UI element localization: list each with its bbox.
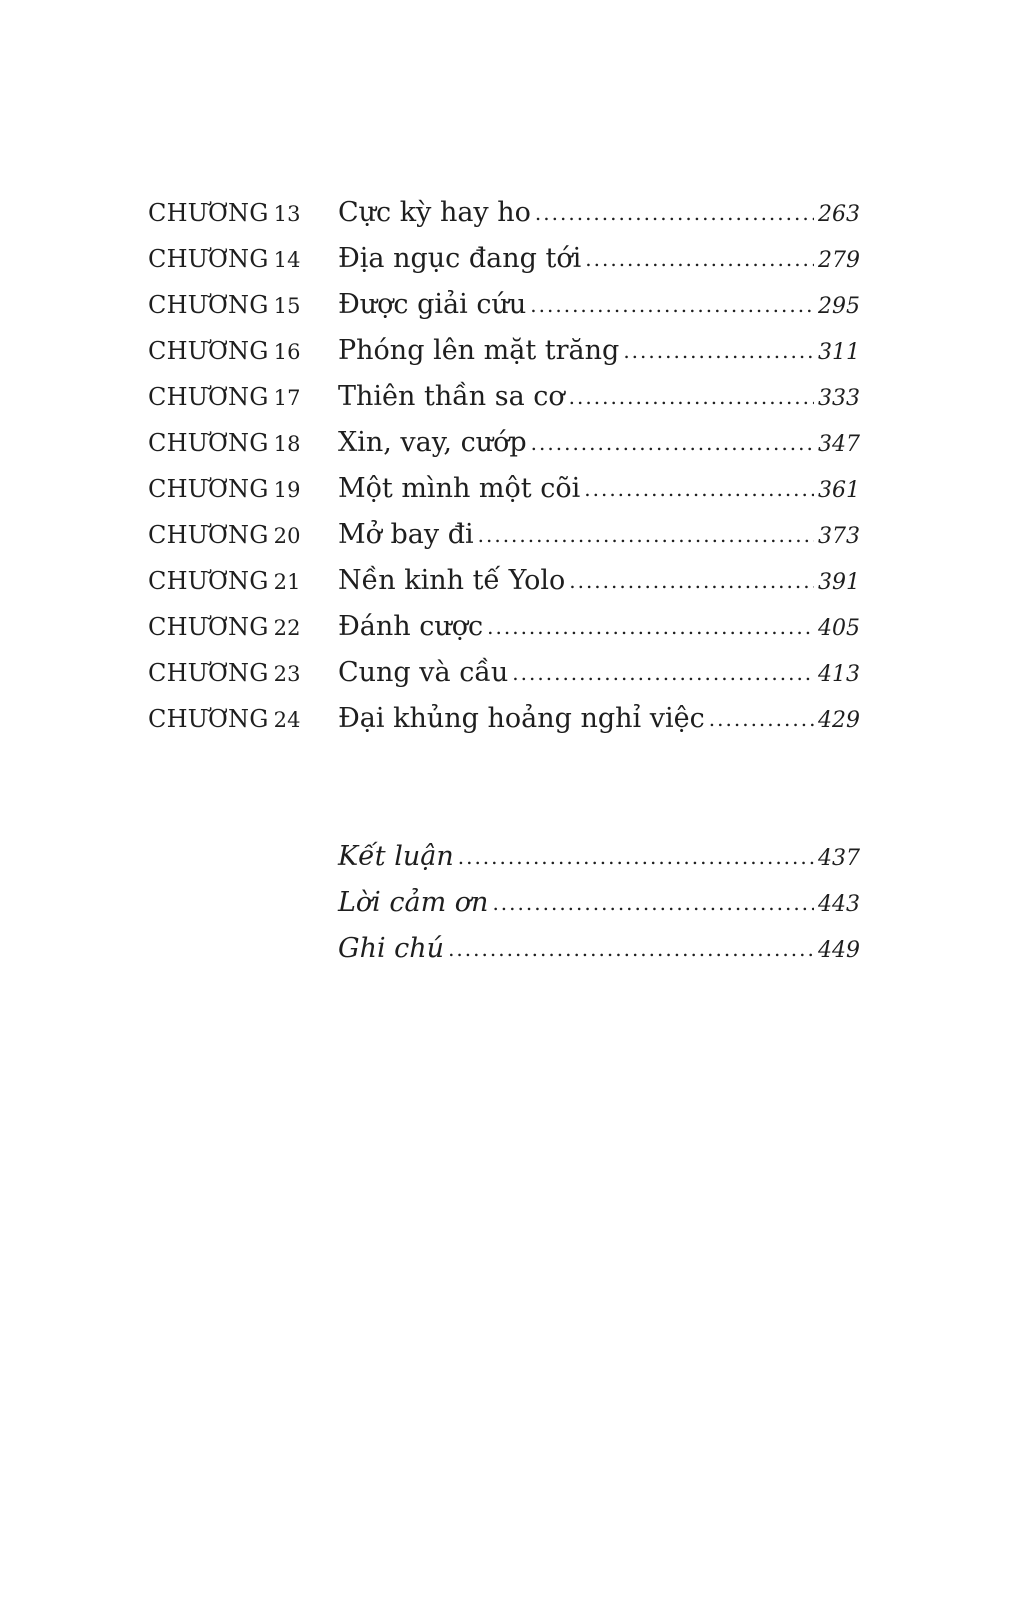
chapter-title: Xin, vay, cướp: [338, 427, 527, 458]
page-number: 295: [818, 294, 860, 319]
chapter-title: Địa ngục đang tới: [338, 243, 582, 274]
chapter-title: Được giải cứu: [338, 289, 527, 320]
page-number: 405: [818, 616, 860, 641]
chapter-label: CHƯƠNG 15: [148, 291, 301, 319]
chapter-label: CHƯƠNG 23: [148, 659, 301, 687]
page-number: 413: [818, 662, 860, 687]
dot-leader: [569, 558, 814, 604]
chapter-label: CHƯƠNG 13: [148, 199, 301, 227]
chapter-title: Nền kinh tế Yolo: [338, 565, 566, 596]
chapter-label: CHƯƠNG 18: [148, 429, 301, 457]
page-number: 449: [818, 938, 860, 963]
dot-leader: [531, 420, 814, 466]
dot-leader: [535, 190, 814, 236]
toc-entry-chapter-24[interactable]: [148, 696, 860, 742]
back-matter-title: Ghi chú: [338, 933, 445, 964]
chapter-label: CHƯƠNG 20: [148, 521, 301, 549]
toc-entry-chapter-22[interactable]: [148, 604, 860, 650]
page-number: 429: [818, 708, 860, 733]
dot-leader: [623, 328, 814, 374]
chapter-label: CHƯƠNG 17: [148, 383, 301, 411]
toc-entry-chapter-13[interactable]: [148, 190, 860, 236]
chapter-title: Thiên thần sa cơ: [338, 381, 565, 412]
page-number: 443: [818, 892, 860, 917]
page-number: 311: [818, 340, 860, 365]
toc-entry-notes[interactable]: [338, 926, 860, 972]
page-number: 263: [818, 202, 860, 227]
chapter-title: Cung và cầu: [338, 657, 509, 688]
back-matter-title: Kết luận: [338, 841, 454, 872]
dot-leader: [530, 282, 814, 328]
toc-entry-chapter-14[interactable]: [148, 236, 860, 282]
page-number: 347: [818, 432, 860, 457]
chapter-title: Một mình một cõi: [338, 473, 581, 504]
dot-leader: [709, 696, 814, 742]
dot-leader: [585, 236, 814, 282]
page-number: 333: [818, 386, 860, 411]
toc-entry-chapter-16[interactable]: [148, 328, 860, 374]
back-matter-title: Lời cảm ơn: [338, 887, 489, 918]
toc-entry-chapter-18[interactable]: [148, 420, 860, 466]
dot-leader: [448, 926, 814, 972]
toc-entry-conclusion[interactable]: [338, 834, 860, 880]
dot-leader: [584, 466, 814, 512]
page-number: 391: [818, 570, 860, 595]
toc-entry-acknowledgements[interactable]: [338, 880, 860, 926]
page-number: 279: [818, 248, 860, 273]
chapter-title: Đánh cược: [338, 611, 484, 642]
dot-leader: [487, 604, 814, 650]
page-number: 361: [818, 478, 860, 503]
toc-entry-chapter-21[interactable]: [148, 558, 860, 604]
chapter-label: CHƯƠNG 24: [148, 705, 301, 733]
dot-leader: [458, 834, 814, 880]
page-number: 437: [818, 846, 860, 871]
chapter-title: Đại khủng hoảng nghỉ việc: [338, 703, 705, 734]
toc-entry-chapter-20[interactable]: [148, 512, 860, 558]
chapter-title: Mở bay đi: [338, 519, 474, 550]
dot-leader: [512, 650, 814, 696]
chapter-label: CHƯƠNG 21: [148, 567, 301, 595]
chapter-label: CHƯƠNG 22: [148, 613, 301, 641]
chapter-label: CHƯƠNG 19: [148, 475, 301, 503]
chapter-label: CHƯƠNG 16: [148, 337, 301, 365]
toc-entry-chapter-17[interactable]: [148, 374, 860, 420]
dot-leader: [569, 374, 814, 420]
chapter-label: CHƯƠNG 14: [148, 245, 301, 273]
dot-leader: [478, 512, 814, 558]
chapter-title: Phóng lên mặt trăng: [338, 335, 620, 366]
toc-entry-chapter-15[interactable]: [148, 282, 860, 328]
toc-entry-chapter-19[interactable]: [148, 466, 860, 512]
chapter-title: Cực kỳ hay ho: [338, 197, 531, 228]
toc-entry-chapter-23[interactable]: [148, 650, 860, 696]
dot-leader: [492, 880, 814, 926]
page-number: 373: [818, 524, 860, 549]
